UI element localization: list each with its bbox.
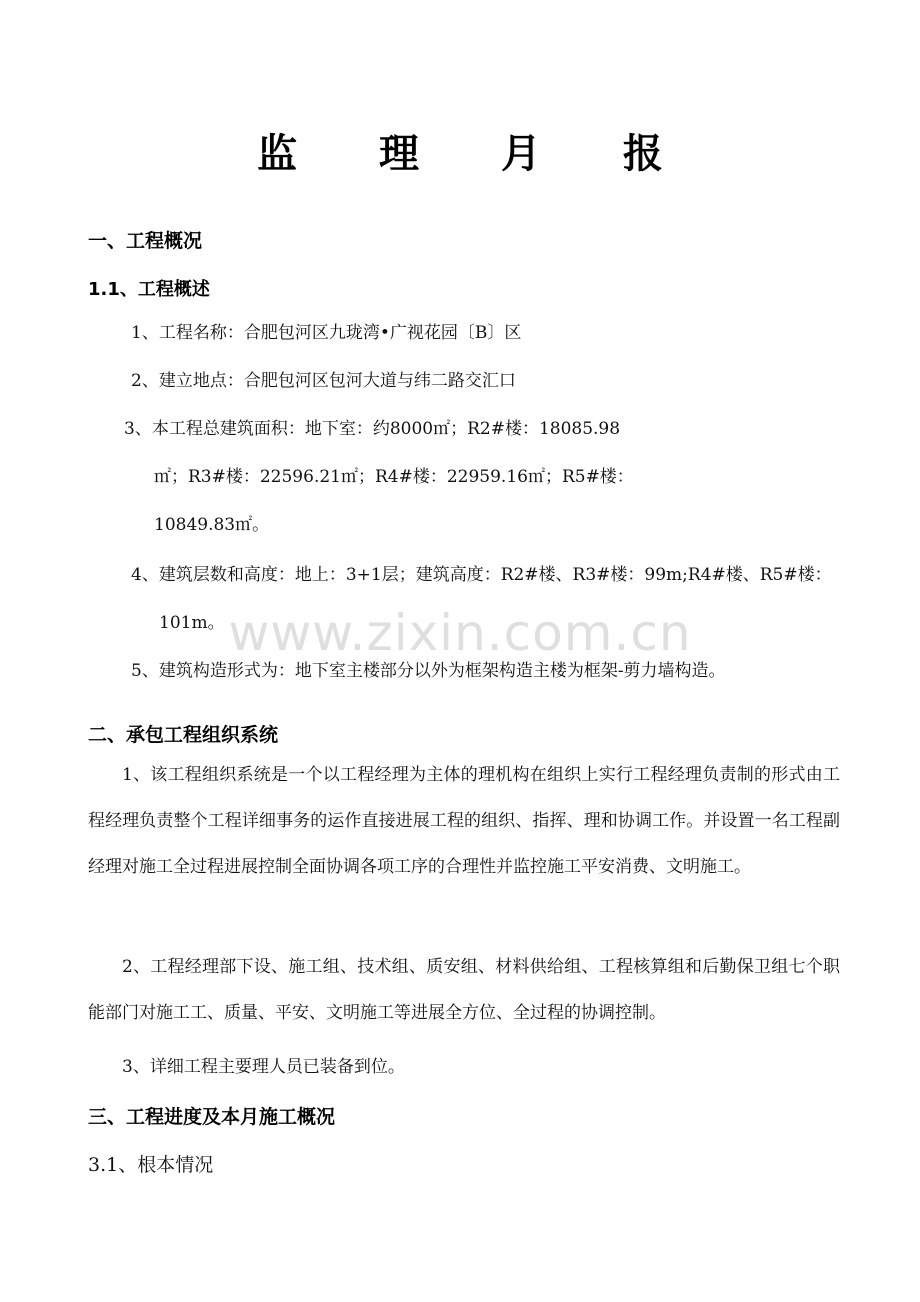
section-2-heading: 二、承包工程组织系统 [88,724,279,746]
section-2-paragraph-1: 1、该工程组织系统是一个以工程经理为主体的理机构在组织上实行工程经理负责制的形式由工程经理负责整个工程详细事务的运作直接进展工程的组织、指挥、理和协调工作。并设置一名工程副经理对施工全过程进展控制全面协调各项工序的合理性并监控施工平安消费、文明施工。 [88,765,840,877]
overview-item-height-line-1: 4、建筑层数和高度：地上：3+1层；建筑高度：R2#楼、R3#楼：99m;R4#楼、R5#楼： [131,565,832,585]
section-2-paragraph-2: 2、工程经理部下设、施工组、技术组、质安组、材料供给组、工程核算组和后勤保卫组七个职能部门对施工工、质量、平安、文明施工等进展全方位、全过程的协调控制。 [88,957,840,1023]
overview-item-name: 1、工程名称：合肥包河区九珑湾•广视花园〔B〕区 [131,323,522,343]
section-3-1-heading: 3.1、根本情况 [88,1154,214,1176]
section-1-1-heading: 1.1、工程概述 [88,279,210,300]
watermark: www.zixin.com.cn [228,604,692,662]
overview-item-area-line-2: ㎡；R3#楼：22596.21㎡；R4#楼：22959.16㎡；R5#楼： [154,467,634,487]
overview-item-height-line-2: 101m。 [159,613,225,633]
overview-item-area-line-1: 3、本工程总建筑面积：地下室：约8000㎡；R2#楼：18085.98 [124,419,621,439]
overview-item-area-line-3: 10849.83㎡。 [154,515,270,535]
overview-item-location: 2、建立地点：合肥包河区包河大道与纬二路交汇口 [131,371,516,391]
document-title: 监 理 月 报 [257,131,697,177]
overview-item-structure: 5、建筑构造形式为：地下室主楼部分以外为框架构造主楼为框架-剪力墙构造。 [131,661,726,681]
section-3-heading: 三、工程进度及本月施工概况 [88,1106,336,1128]
section-2-paragraph-3: 3、详细工程主要理人员已装备到位。 [122,1057,405,1077]
section-1-heading: 一、工程概况 [88,230,203,252]
